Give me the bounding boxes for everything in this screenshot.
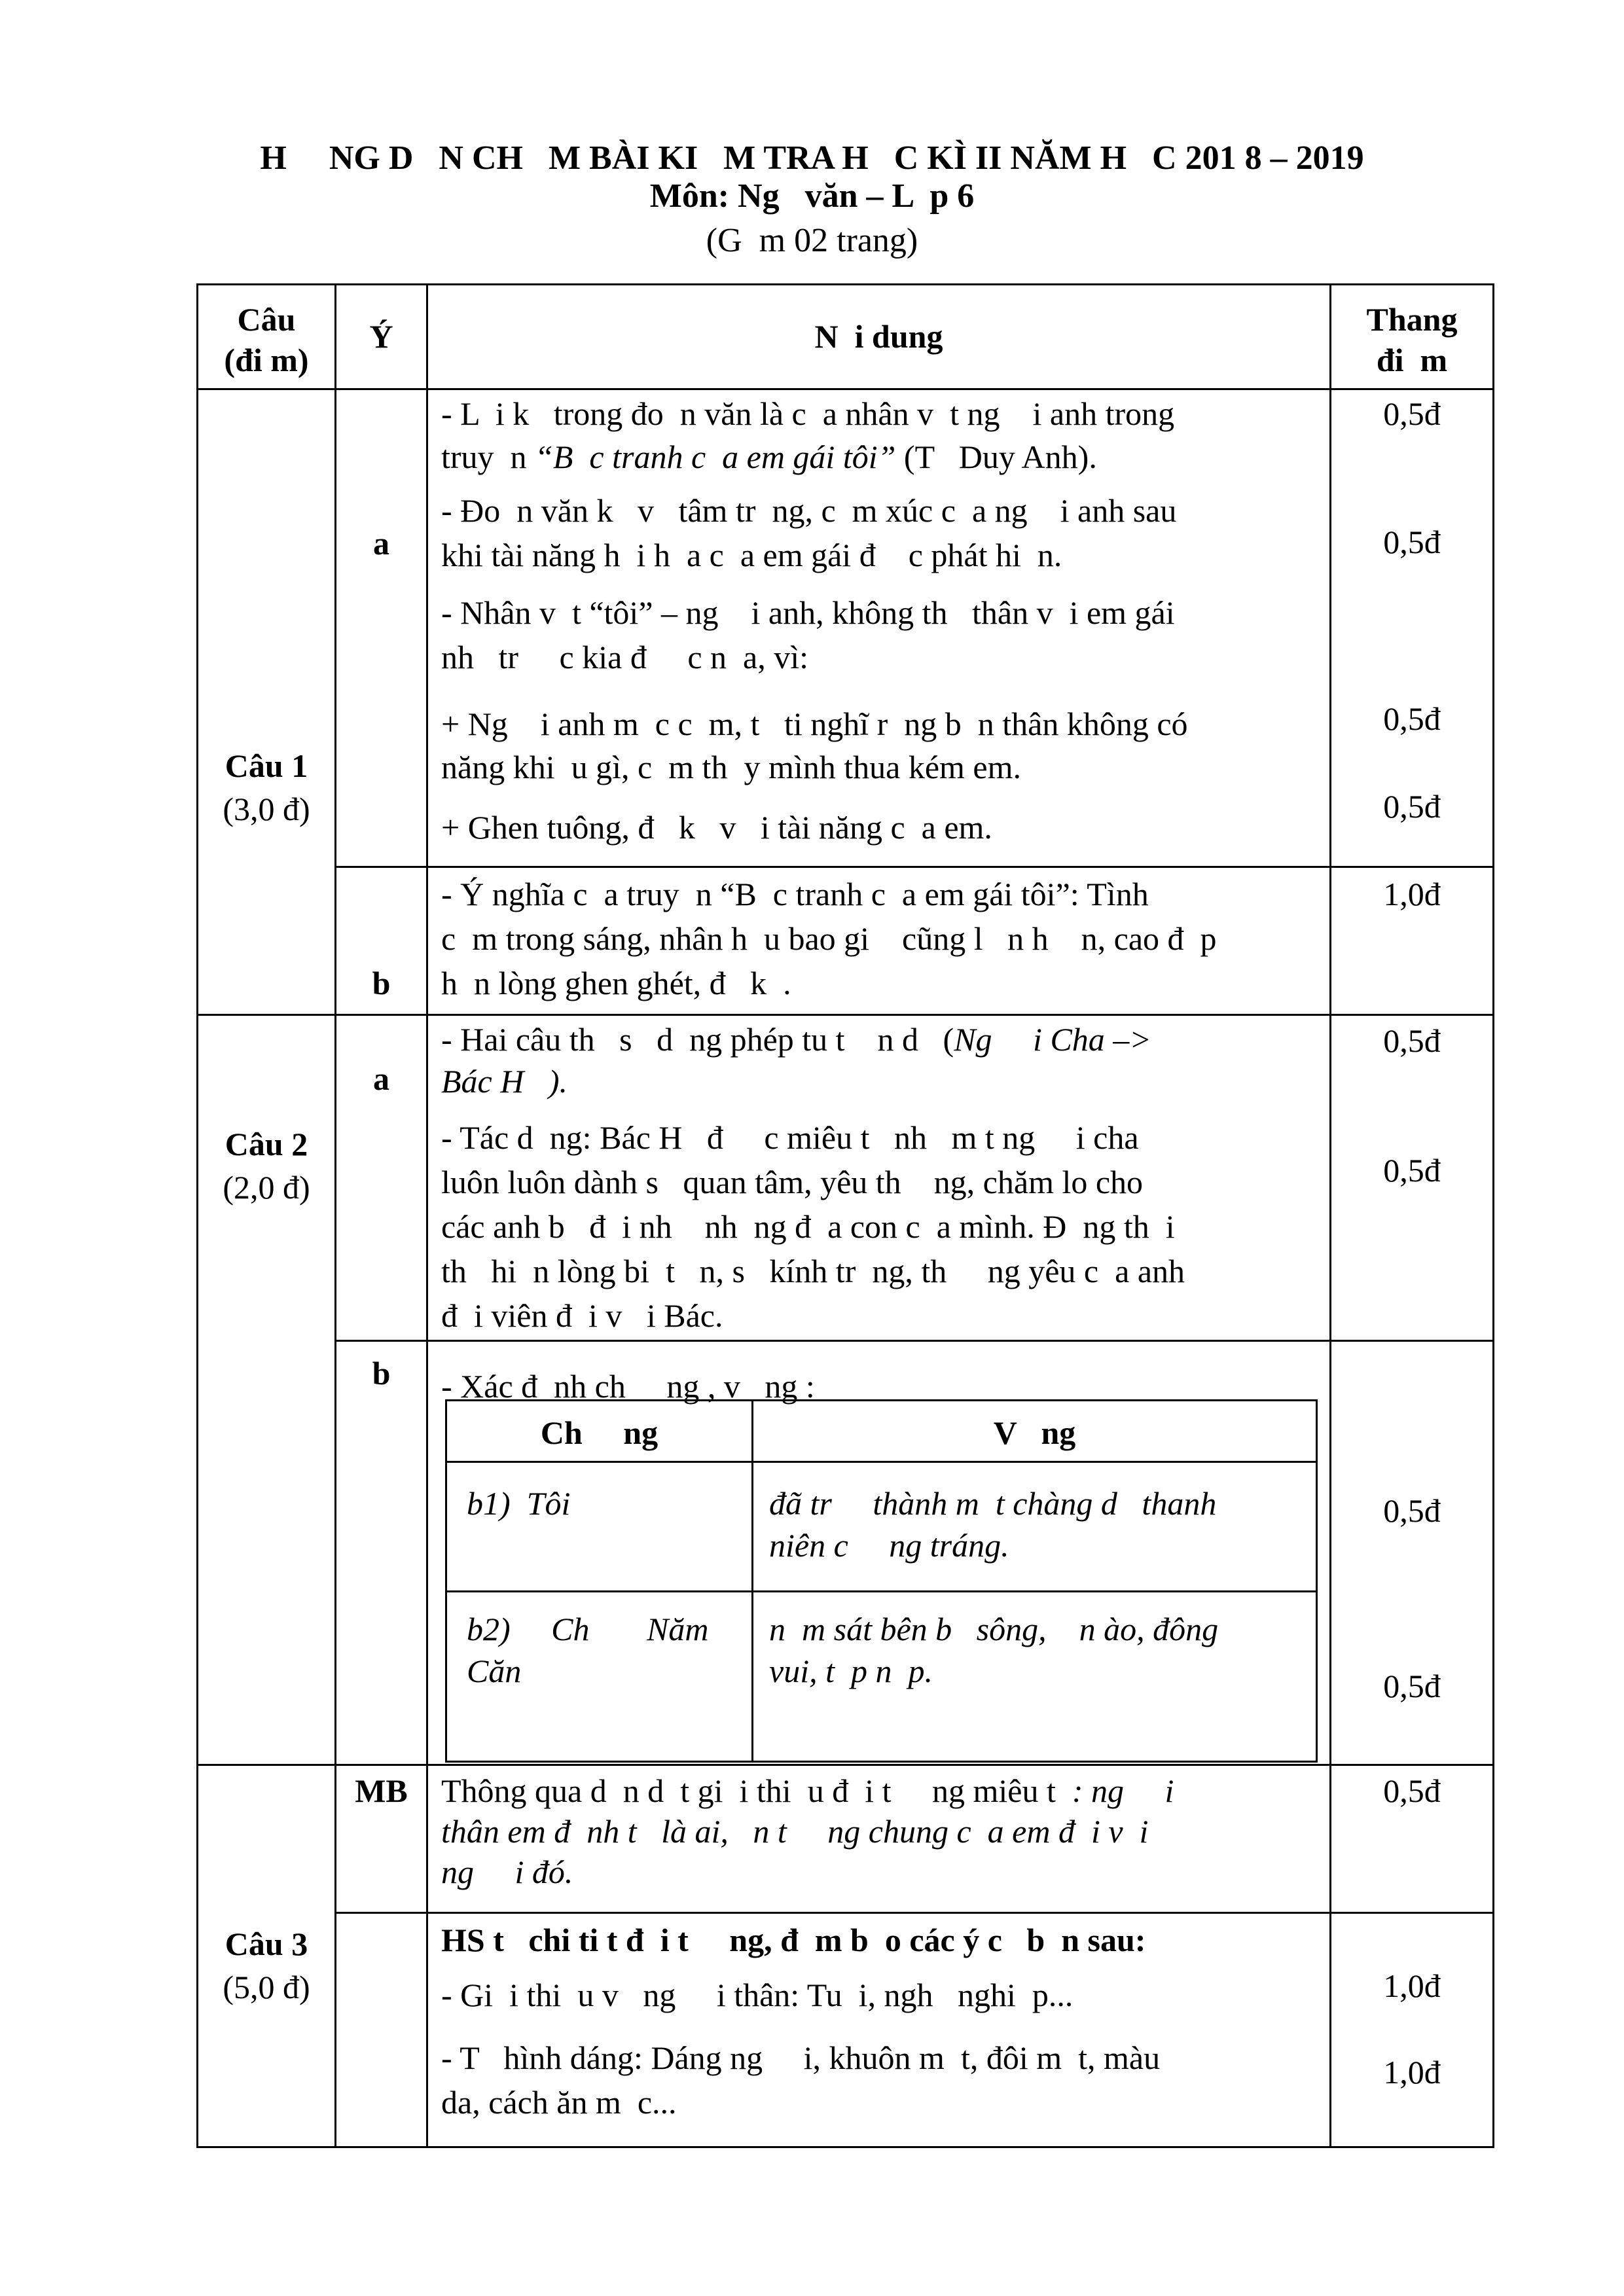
grading-table <box>196 283 1494 2148</box>
q3-mb-score-value: 0,5đ <box>1383 1772 1441 1809</box>
table-row <box>198 867 1494 1015</box>
table-row <box>446 1462 1317 1592</box>
q1-a-line-2-pre: truy n <box>441 439 535 475</box>
inner-col-subject <box>446 1401 753 1462</box>
q1-b-score-value: 1,0đ <box>1383 876 1441 912</box>
q1-a-line-7: + Ng i anh m c c m, t ti nghĩ r ng b n thân không có <box>441 706 1188 742</box>
subject-predicate-table <box>445 1399 1318 1763</box>
q1-a-label: a <box>373 525 389 562</box>
q2-a-line-1-pre: - Hai câu th s d ng phép tu t n d ( <box>441 1021 954 1058</box>
q1-b-content <box>427 867 1331 1015</box>
inner-row1-predicate <box>753 1462 1317 1592</box>
q1-a-idea <box>336 389 427 867</box>
q1-a-line-5: - Nhân v t “tôi” – ng i anh, không th thân v i em gái <box>441 594 1175 631</box>
q1-points: (3,0 đ) <box>223 791 310 827</box>
q1-a-line-9: + Ghen tuông, đ k v i tài năng c a em. <box>441 809 992 846</box>
q2-b-idea <box>336 1341 427 1765</box>
inner-row2-subject <box>446 1592 753 1762</box>
q1-b-score <box>1331 867 1494 1015</box>
inner-row2-predicate-line2: vui, t p n p. <box>769 1653 933 1689</box>
q2-a-content <box>427 1015 1331 1341</box>
q2-metaphor: Ng i Cha –> <box>954 1021 1152 1058</box>
q2-b-score-2: 0,5đ <box>1383 1668 1441 1704</box>
q2-title: Câu 2 <box>225 1126 308 1162</box>
q3-mb-idea <box>336 1765 427 1913</box>
q3-body-score-2: 1,0đ <box>1383 2054 1441 2090</box>
q1-a-line-2-post: (T Duy Anh). <box>895 439 1097 475</box>
q2-a-score <box>1331 1015 1494 1341</box>
q3-mb-line-1 <box>441 1768 1174 1813</box>
q1-a-score <box>1331 389 1494 867</box>
q2-a-line-4: luôn luôn dành s quan tâm, yêu th ng, chăm lo cho <box>441 1164 1144 1200</box>
col-header-score-line2: đi m <box>1376 342 1448 378</box>
doc-page-count: (G m 02 trang) <box>706 222 918 259</box>
col-header-question-line2: (đi m) <box>224 342 309 378</box>
col-header-question <box>198 285 336 389</box>
q1-b-line-1: - Ý nghĩa c a truy n “B c tranh c a em gái tôi”: Tình <box>441 876 1149 912</box>
inner-row1-predicate-line2: niên c ng tráng. <box>769 1527 1009 1564</box>
q3-body-line-3: da, cách ăn m c... <box>441 2084 677 2121</box>
q2-a-line-6: th hi n lòng bi t n, s kính tr ng, th ng yêu c a anh <box>441 1253 1185 1289</box>
q1-b-line-2: c m trong sáng, nhân h u bao gi cũng l n h n, cao đ p <box>441 920 1217 957</box>
inner-row2-predicate <box>753 1592 1317 1762</box>
q3-title: Câu 3 <box>225 1926 308 1962</box>
q1-a-score-2: 0,5đ <box>1383 524 1441 560</box>
table-row <box>198 1765 1494 1913</box>
table-row <box>198 1913 1494 2147</box>
col-header-content <box>427 285 1331 389</box>
q3-body-score <box>1331 1913 1494 2147</box>
col-header-idea-label: Ý <box>369 318 393 355</box>
table-row <box>198 389 1494 867</box>
inner-row2-subject-line2: Căn <box>467 1653 522 1689</box>
doc-subject: Môn: Ng văn – L p 6 <box>649 177 975 215</box>
q3-body-line-2: - T hình dáng: Dáng ng i, khuôn m t, đôi m t, màu <box>441 2039 1161 2076</box>
inner-header-row <box>446 1401 1317 1462</box>
inner-col-predicate <box>753 1401 1317 1462</box>
q1-b-label: b <box>372 965 391 1001</box>
q2-cell <box>198 1015 336 1765</box>
q1-a-content <box>427 389 1331 867</box>
table-header-row <box>198 285 1494 389</box>
q2-a-label: a <box>373 1060 389 1097</box>
q1-b-line-3: h n lòng ghen ghét, đ k . <box>441 965 791 1001</box>
q3-body-idea <box>336 1913 427 2147</box>
q2-a-line-5: các anh b đ i nh nh ng đ a con c a mình. Đ ng th i <box>441 1208 1175 1245</box>
inner-col-predicate-label: V ng <box>993 1414 1076 1451</box>
col-header-content-label: N i dung <box>814 318 943 355</box>
q1-a-line-4: khi tài năng h i h a c a em gái đ c phát hi n. <box>441 537 1062 573</box>
q3-mb-line-1-pre: Thông qua d n d t gi i thi u đ i t ng miêu t <box>441 1772 1072 1809</box>
q2-b-label: b <box>372 1355 391 1391</box>
q3-mb-line-3: ng i đó. <box>441 1854 573 1890</box>
q1-title: Câu 1 <box>225 747 308 784</box>
q3-points: (5,0 đ) <box>223 1969 310 2005</box>
q1-a-line-2 <box>441 435 1097 479</box>
q3-body-heading: HS t chi ti t đ i t ng, đ m b o các ý c b n sau: <box>441 1922 1146 1958</box>
q2-b-score-1: 0,5đ <box>1383 1492 1441 1529</box>
q2-a-line-2: Bác H ). <box>441 1063 568 1100</box>
col-header-idea <box>336 285 427 389</box>
q2-a-line-3: - Tác d ng: Bác H đ c miêu t nh m t ng i cha <box>441 1119 1139 1156</box>
q1-a-line-6: nh tr c kia đ c n a, vì: <box>441 639 808 675</box>
q1-a-line-1: - L i k trong đo n văn là c a nhân v t ng i anh trong <box>441 395 1175 432</box>
q3-body-content <box>427 1913 1331 2147</box>
q3-mb-content <box>427 1765 1331 1913</box>
q2-a-score-2: 0,5đ <box>1383 1152 1441 1189</box>
q2-b-score <box>1331 1341 1494 1765</box>
q1-story-title: “B c tranh c a em gái tôi” <box>535 439 896 475</box>
q3-mb-line-2: thân em đ nh t là ai, n t ng chung c a em đ i v i <box>441 1813 1149 1850</box>
q1-a-score-1: 0,5đ <box>1383 395 1441 432</box>
q1-a-line-3: - Đo n văn k v tâm tr ng, c m xúc c a ng i anh sau <box>441 492 1177 529</box>
inner-col-subject-label: Ch ng <box>540 1414 659 1451</box>
q2-a-line-7: đ i viên đ i v i Bác. <box>441 1297 723 1334</box>
q3-mb-label: MB <box>355 1772 408 1809</box>
inner-row2-predicate-line1: n m sát bên b sông, n ào, đông <box>769 1611 1219 1647</box>
q2-a-line-1 <box>441 1017 1151 1062</box>
q3-mb-line-1-it: : ng i <box>1072 1772 1174 1809</box>
q1-b-idea <box>336 867 427 1015</box>
col-header-question-line1: Câu <box>237 301 296 338</box>
q1-a-line-8: năng khi u gì, c m th y mình thua kém em. <box>441 749 1021 785</box>
q2-a-idea <box>336 1015 427 1341</box>
table-row <box>446 1592 1317 1762</box>
q3-body-score-1: 1,0đ <box>1383 1967 1441 2004</box>
inner-row2-subject-line1: b2) Ch Năm <box>467 1611 709 1647</box>
q2-points: (2,0 đ) <box>223 1169 310 1206</box>
table-row <box>198 1015 1494 1341</box>
q2-b-intro: - Xác đ nh ch ng , v ng : <box>441 1368 815 1405</box>
col-header-score-line1: Thang <box>1366 301 1458 338</box>
q1-cell <box>198 389 336 1015</box>
doc-title: H NG D N CH M BÀI KI M TRA H C KÌ II NĂM H C 201 8 – 2019 <box>260 139 1364 177</box>
q2-a-score-1: 0,5đ <box>1383 1022 1441 1059</box>
q3-mb-score <box>1331 1765 1494 1913</box>
inner-row1-subject <box>446 1462 753 1592</box>
inner-row1-subject-text: b1) Tôi <box>467 1485 571 1522</box>
inner-row1-predicate-line1: đã tr thành m t chàng d thanh <box>769 1485 1217 1522</box>
q1-a-score-4: 0,5đ <box>1383 788 1441 825</box>
q3-body-line-1: - Gi i thi u v ng i thân: Tu i, ngh nghi p... <box>441 1977 1074 2013</box>
col-header-score <box>1331 285 1494 389</box>
q1-a-score-3: 0,5đ <box>1383 700 1441 737</box>
q3-cell <box>198 1765 336 2147</box>
